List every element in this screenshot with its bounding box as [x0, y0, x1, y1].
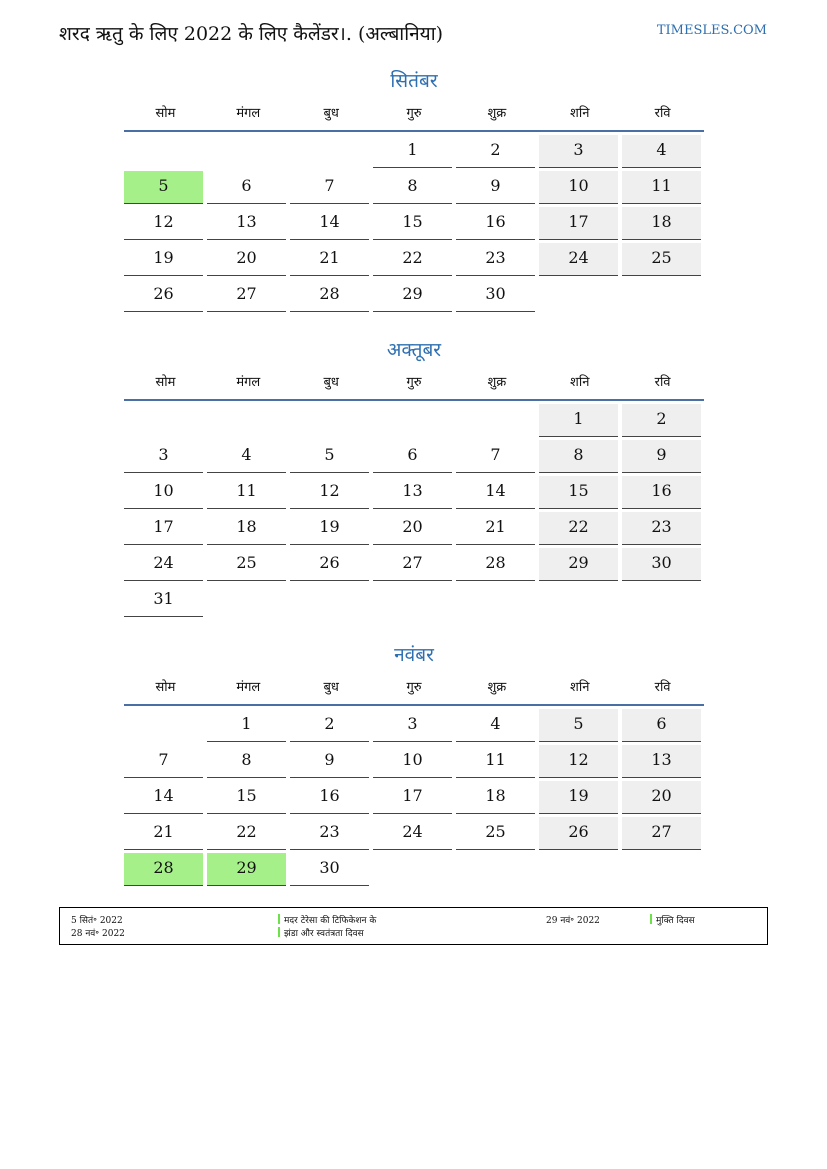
empty-cell: [456, 853, 535, 886]
empty-cell: [622, 279, 701, 312]
weekday-label: रवि: [654, 375, 671, 390]
weekday-label: सोम: [155, 106, 176, 121]
day-cell[interactable]: 9: [290, 745, 369, 778]
day-cell[interactable]: 7: [456, 440, 535, 473]
holiday-marker: [650, 914, 652, 924]
day-cell[interactable]: 22: [207, 817, 286, 850]
day-cell[interactable]: 21: [290, 243, 369, 276]
day-cell[interactable]: 4: [207, 440, 286, 473]
empty-cell: [456, 584, 535, 617]
weekday-label: शुक्र: [487, 106, 507, 121]
day-cell[interactable]: 23: [622, 512, 701, 545]
day-cell[interactable]: 11: [622, 171, 701, 204]
empty-cell: [207, 404, 286, 437]
day-cell[interactable]: 3: [124, 440, 203, 473]
day-cell[interactable]: 29: [373, 279, 452, 312]
day-cell[interactable]: 25: [622, 243, 701, 276]
day-cell[interactable]: 14: [456, 476, 535, 509]
day-cell[interactable]: 7: [290, 171, 369, 204]
month-section: [124, 66, 704, 312]
week-row: [124, 509, 704, 545]
day-cell[interactable]: 4: [622, 135, 701, 168]
weekday-label: मंगल: [236, 680, 261, 695]
day-cell[interactable]: 13: [622, 745, 701, 778]
week-row: [124, 706, 704, 742]
day-cell[interactable]: 25: [207, 548, 286, 581]
legend-holiday-2-label: झंडा और स्वतंत्रता दिवस: [284, 929, 364, 939]
day-cell[interactable]: 20: [207, 243, 286, 276]
weekday-label: गुरु: [406, 375, 422, 390]
day-cell[interactable]: 15: [539, 476, 618, 509]
empty-cell: [373, 853, 452, 886]
month-section: [124, 640, 704, 886]
day-cell[interactable]: 10: [373, 745, 452, 778]
empty-cell: [373, 584, 452, 617]
day-cell[interactable]: 12: [290, 476, 369, 509]
day-cell[interactable]: 18: [622, 207, 701, 240]
legend-holiday-2: [278, 926, 364, 939]
day-cell[interactable]: 22: [373, 243, 452, 276]
week-row: [124, 401, 704, 437]
day-cell[interactable]: 1: [373, 135, 452, 168]
day-cell[interactable]: 29: [207, 853, 286, 886]
day-cell[interactable]: 17: [373, 781, 452, 814]
day-cell[interactable]: 18: [207, 512, 286, 545]
week-row: [124, 778, 704, 814]
weekday-label: गुरु: [406, 106, 422, 121]
day-cell[interactable]: 2: [622, 404, 701, 437]
empty-cell: [290, 135, 369, 168]
weekday-header: [124, 365, 704, 401]
legend-date-3: 29 नवं॰ 2022: [546, 916, 600, 926]
day-cell[interactable]: 11: [207, 476, 286, 509]
empty-cell: [124, 709, 203, 742]
day-cell[interactable]: 4: [456, 709, 535, 742]
weekday-label: सोम: [155, 375, 176, 390]
day-cell[interactable]: 30: [622, 548, 701, 581]
day-cell[interactable]: 8: [539, 440, 618, 473]
day-cell[interactable]: 28: [124, 853, 203, 886]
day-cell[interactable]: 28: [456, 548, 535, 581]
day-cell[interactable]: 29: [539, 548, 618, 581]
day-cell[interactable]: 5: [290, 440, 369, 473]
day-cell[interactable]: 22: [539, 512, 618, 545]
empty-cell: [290, 404, 369, 437]
empty-cell: [207, 135, 286, 168]
empty-cell: [124, 404, 203, 437]
day-cell[interactable]: 10: [124, 476, 203, 509]
day-cell[interactable]: 3: [373, 709, 452, 742]
day-cell[interactable]: 1: [207, 709, 286, 742]
day-cell[interactable]: 26: [124, 279, 203, 312]
legend-holiday-1: [278, 913, 376, 926]
week-row: [124, 814, 704, 850]
day-cell[interactable]: 27: [373, 548, 452, 581]
day-cell[interactable]: 31: [124, 584, 203, 617]
day-cell[interactable]: 26: [539, 817, 618, 850]
week-row: [124, 473, 704, 509]
day-cell[interactable]: 27: [622, 817, 701, 850]
day-cell[interactable]: 21: [456, 512, 535, 545]
legend-holiday-3: [650, 913, 695, 926]
day-cell[interactable]: 16: [622, 476, 701, 509]
weekday-label: बुध: [323, 680, 339, 695]
weekday-label: शनि: [570, 106, 590, 121]
day-cell[interactable]: 15: [207, 781, 286, 814]
day-cell[interactable]: 6: [207, 171, 286, 204]
day-cell[interactable]: 9: [456, 171, 535, 204]
weekday-label: शुक्र: [487, 680, 507, 695]
weekday-label: रवि: [654, 106, 671, 121]
day-cell[interactable]: 16: [290, 781, 369, 814]
day-cell[interactable]: 11: [456, 745, 535, 778]
weekday-label: बुध: [323, 106, 339, 121]
day-cell[interactable]: 6: [622, 709, 701, 742]
day-cell[interactable]: 17: [124, 512, 203, 545]
day-cell[interactable]: 28: [290, 279, 369, 312]
day-cell[interactable]: 17: [539, 207, 618, 240]
day-cell[interactable]: 5: [124, 171, 203, 204]
day-cell[interactable]: 12: [539, 745, 618, 778]
day-cell[interactable]: 9: [622, 440, 701, 473]
empty-cell: [290, 584, 369, 617]
week-row: [124, 850, 704, 886]
month-section: [124, 335, 704, 617]
day-cell[interactable]: 15: [373, 207, 452, 240]
day-cell[interactable]: 19: [539, 781, 618, 814]
empty-cell: [539, 853, 618, 886]
holiday-legend: [59, 907, 768, 945]
day-cell[interactable]: 7: [124, 745, 203, 778]
empty-cell: [622, 853, 701, 886]
day-cell[interactable]: 8: [207, 745, 286, 778]
day-cell[interactable]: 27: [207, 279, 286, 312]
day-cell[interactable]: 23: [290, 817, 369, 850]
weekday-label: गुरु: [406, 680, 422, 695]
week-row: [124, 132, 704, 168]
day-cell[interactable]: 3: [539, 135, 618, 168]
day-cell[interactable]: 19: [290, 512, 369, 545]
week-row: [124, 545, 704, 581]
empty-cell: [124, 135, 203, 168]
day-cell[interactable]: 30: [290, 853, 369, 886]
month-name: अक्तूबर: [386, 339, 442, 361]
month-name: सितंबर: [390, 70, 438, 92]
holiday-marker: [278, 927, 280, 937]
weekday-label: बुध: [323, 375, 339, 390]
week-row: [124, 168, 704, 204]
day-cell[interactable]: 20: [373, 512, 452, 545]
empty-cell: [622, 584, 701, 617]
weekday-label: रवि: [654, 680, 671, 695]
week-row: [124, 581, 704, 617]
weekday-label: शुक्र: [487, 375, 507, 390]
holiday-marker: [278, 914, 280, 924]
legend-holiday-1-label: मदर टेरेसा की टिफिकेशन के: [284, 916, 377, 926]
weekday-label: सोम: [155, 680, 176, 695]
day-cell[interactable]: 21: [124, 817, 203, 850]
day-cell[interactable]: 10: [539, 171, 618, 204]
week-row: [124, 742, 704, 778]
day-cell[interactable]: 14: [290, 207, 369, 240]
empty-cell: [207, 584, 286, 617]
day-cell[interactable]: 18: [456, 781, 535, 814]
empty-cell: [539, 279, 618, 312]
week-row: [124, 276, 704, 312]
weekday-label: मंगल: [236, 375, 261, 390]
weekday-label: शनि: [570, 680, 590, 695]
day-cell[interactable]: 25: [456, 817, 535, 850]
weekday-label: शनि: [570, 375, 590, 390]
day-cell[interactable]: 14: [124, 781, 203, 814]
week-row: [124, 437, 704, 473]
weekday-header: [124, 96, 704, 132]
day-cell[interactable]: 6: [373, 440, 452, 473]
weekday-label: मंगल: [236, 106, 261, 121]
site-link[interactable]: TIMESLES.COM: [656, 23, 767, 38]
day-cell[interactable]: 16: [456, 207, 535, 240]
day-cell[interactable]: 2: [290, 709, 369, 742]
day-cell[interactable]: 13: [373, 476, 452, 509]
legend-holiday-3-label: मुक्ति दिवस: [656, 916, 695, 926]
day-cell[interactable]: 24: [373, 817, 452, 850]
day-cell[interactable]: 2: [456, 135, 535, 168]
day-cell[interactable]: 26: [290, 548, 369, 581]
legend-date-1: 5 सितं॰ 2022: [71, 916, 123, 926]
month-name: नवंबर: [394, 644, 434, 666]
week-row: [124, 240, 704, 276]
day-cell[interactable]: 1: [539, 404, 618, 437]
legend-date-2: 28 नवं॰ 2022: [71, 929, 125, 939]
day-cell[interactable]: 23: [456, 243, 535, 276]
day-cell[interactable]: 12: [124, 207, 203, 240]
week-row: [124, 204, 704, 240]
day-cell[interactable]: 8: [373, 171, 452, 204]
day-cell[interactable]: 19: [124, 243, 203, 276]
day-cell[interactable]: 24: [124, 548, 203, 581]
day-cell[interactable]: 5: [539, 709, 618, 742]
empty-cell: [373, 404, 452, 437]
empty-cell: [539, 584, 618, 617]
day-cell[interactable]: 30: [456, 279, 535, 312]
weekday-header: [124, 670, 704, 706]
day-cell[interactable]: 24: [539, 243, 618, 276]
page-title: शरद ऋतु के लिए 2022 के लिए कैलेंडर।. (अल्बानिया): [59, 23, 444, 45]
empty-cell: [456, 404, 535, 437]
day-cell[interactable]: 13: [207, 207, 286, 240]
day-cell[interactable]: 20: [622, 781, 701, 814]
